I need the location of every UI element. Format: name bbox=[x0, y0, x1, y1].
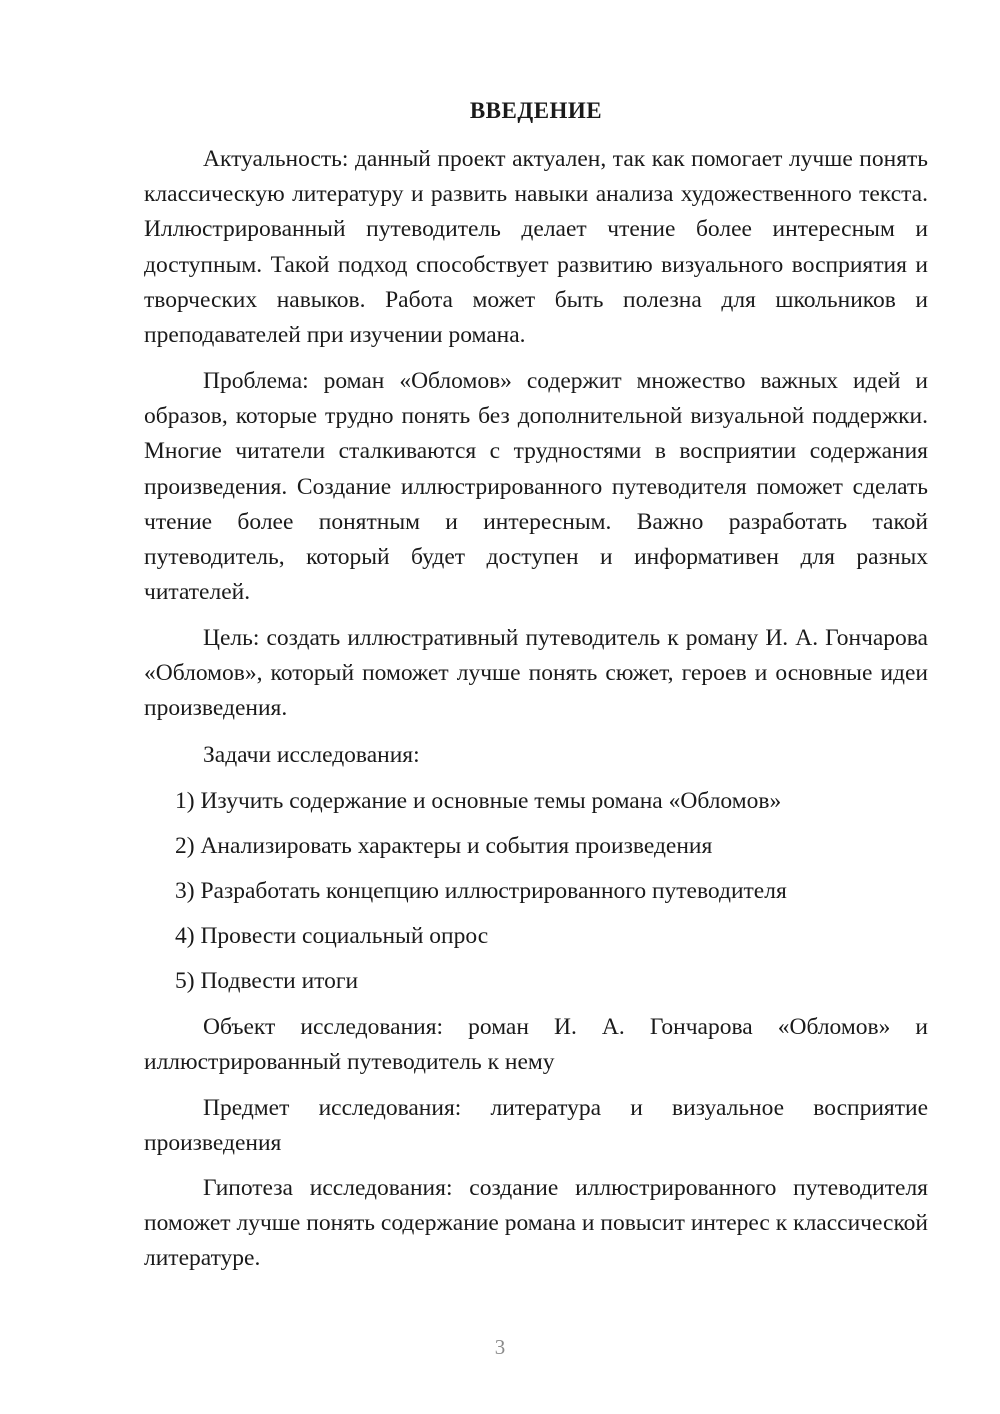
paragraph-relevance: Актуальность: данный проект актуален, так как помогает лучше понять классическую литературу и развить навыки анализа художественного текста. Иллюстрированный путеводитель делает чтение более интересным и доступным. Такой подход способствует развитию визуального восприятия и творческих навыков. Работа может быть полезна для школьников и преподавателей при изучении романа. bbox=[144, 146, 928, 349]
paragraph-hypothesis: Гипотеза исследования: создание иллюстрированного путеводителя поможет лучше понять содержание романа и повысит интерес к классической литературе. bbox=[144, 1175, 928, 1272]
task-item-2: 2) Анализировать характеры и события произведения bbox=[175, 833, 713, 859]
paragraph-subject: Предмет исследования: литература и визуальное восприятие произведения bbox=[144, 1095, 928, 1157]
task-item-4: 4) Провести социальный опрос bbox=[175, 923, 489, 949]
tasks-title: Задачи исследования: bbox=[203, 742, 420, 768]
task-item-3: 3) Разработать концепцию иллюстрированного путеводителя bbox=[175, 878, 787, 904]
task-item-1: 1) Изучить содержание и основные темы романа «Обломов» bbox=[175, 788, 782, 814]
page-number: 3 bbox=[494, 1335, 506, 1359]
paragraph-goal: Цель: создать иллюстративный путеводитель к роману И. А. Гончарова «Обломов», который поможет лучше понять сюжет, героев и основные идеи произведения. bbox=[144, 625, 928, 722]
section-heading: ВВЕДЕНИЕ bbox=[469, 98, 603, 123]
task-item-5: 5) Подвести итоги bbox=[175, 968, 359, 994]
paragraph-object: Объект исследования: роман И. А. Гончарова «Обломов» и иллюстрированный путеводитель к нему bbox=[144, 1014, 928, 1076]
paragraph-problem: Проблема: роман «Обломов» содержит множество важных идей и образов, которые трудно понять без дополнительной визуальной поддержки. Многие читатели сталкиваются с трудностями в восприятии содержания произведения. Создание иллюстрированного путеводителя поможет сделать чтение более понятным и интересным. Важно разработать такой путеводитель, который будет доступен и информативен для разных читателей. bbox=[144, 368, 928, 606]
